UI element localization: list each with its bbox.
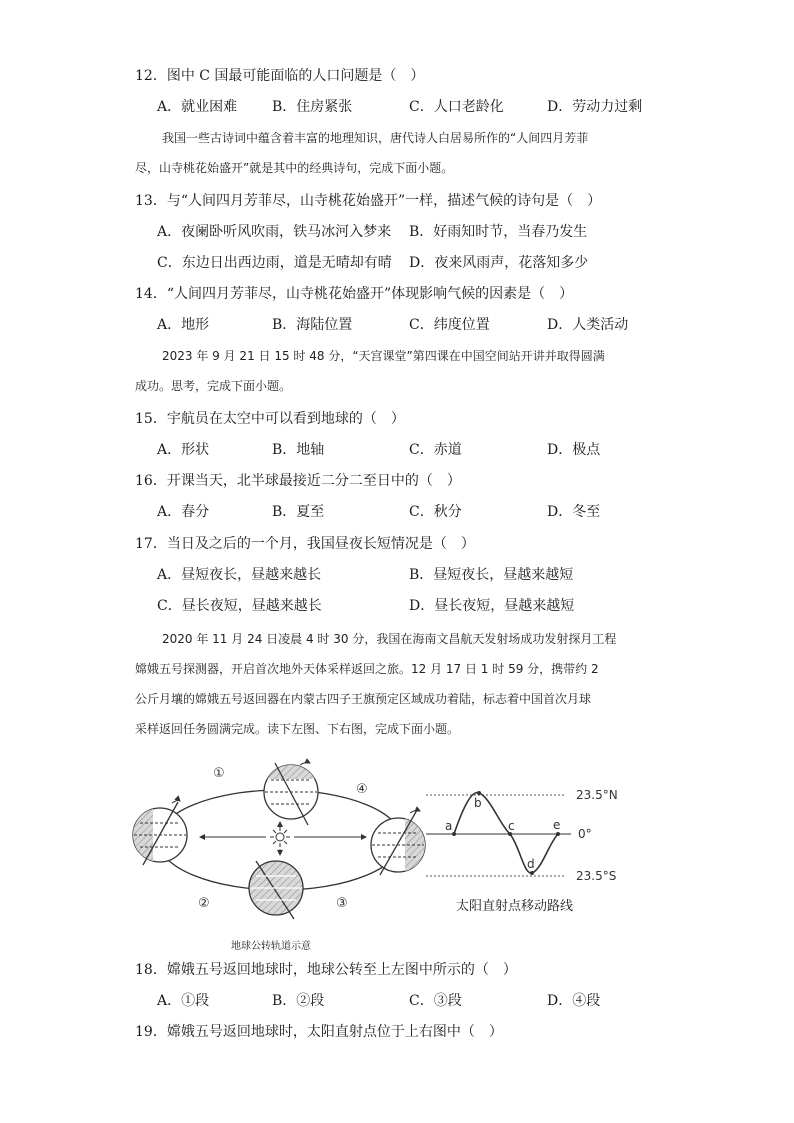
segment-label-4: ④: [356, 782, 368, 797]
q12-option-b[interactable]: B．住房紧张: [272, 99, 353, 115]
q18-option-a[interactable]: A．①段: [157, 993, 210, 1009]
q12-option-c[interactable]: C．人口老龄化: [409, 99, 504, 115]
point-d: [530, 871, 534, 875]
q13-option-c[interactable]: C．东边日出西边雨，道是无晴却有晴: [157, 255, 392, 271]
sun-path-curve: [454, 793, 561, 873]
passage-poem: [135, 123, 670, 183]
passage-change5-line-2: 嫦娥五号探测器，开启首次地外天体采样返回之旅。12 月 17 日 1 时 59 分，携带约 2: [135, 662, 599, 676]
point-e: [556, 832, 560, 836]
q13-option-d[interactable]: D．夜来风雨声，花落知多少: [409, 255, 589, 271]
lat-label-equator: 0°: [578, 827, 592, 841]
figure-svg: [128, 755, 648, 955]
sun-icon: [270, 827, 290, 847]
point-b: [477, 791, 481, 795]
passage-poem-line-1: 我国一些古诗词中蕴含着丰富的地理知识，唐代诗人白居易所作的“人间四月芳菲: [162, 131, 589, 145]
passage-tiangong: [135, 341, 670, 401]
sun-path-chart: [426, 788, 618, 883]
question-13-stem: 13．与“人间四月芳菲尽，山寺桃花始盛开”一样，描述气候的诗句是（ ）: [135, 193, 602, 209]
q17-option-a[interactable]: A．昼短夜长，昼越来越长: [157, 567, 322, 583]
q14-option-b[interactable]: B．海陆位置: [272, 317, 353, 333]
right-figure-caption: 太阳直射点移动路线: [456, 899, 574, 914]
passage-tiangong-line-1: 2023 年 9 月 21 日 15 时 48 分，“天宫课堂”第四课在中国空间站开讲并取得圆满: [162, 349, 605, 363]
figure-earth-revolution: [128, 755, 648, 955]
q13-option-b[interactable]: B．好雨知时节，当春乃发生: [409, 224, 588, 240]
left-figure-caption: 地球公转轨道示意: [231, 941, 311, 952]
q12-option-a[interactable]: A．就业困难: [157, 99, 238, 115]
q17-option-c[interactable]: C．昼长夜短，昼越来越长: [157, 598, 322, 614]
q18-option-b[interactable]: B．②段: [272, 993, 325, 1009]
q12-option-d[interactable]: D．劳动力过剩: [547, 99, 643, 115]
point-label-d: d: [527, 857, 535, 871]
question-19-stem: 19．嫦娥五号返回地球时，太阳直射点位于上右图中（ ）: [135, 1024, 503, 1040]
passage-change5-line-4: 采样返回任务圆满完成。读下左图、下右图，完成下面小题。: [135, 722, 460, 736]
earth-right: [371, 810, 427, 875]
q16-option-c[interactable]: C．秋分: [409, 504, 462, 520]
question-16-stem: 16．开课当天，北半球最接近二分二至日中的（ ）: [135, 473, 461, 489]
q15-option-b[interactable]: B．地轴: [272, 442, 325, 458]
passage-change5: [135, 624, 670, 744]
passage-change5-line-1: 2020 年 11 月 24 日凌晨 4 时 30 分，我国在海南文昌航天发射场成功发射探月工程: [162, 632, 617, 646]
passage-poem-line-2: 尽，山寺桃花始盛开”就是其中的经典诗句，完成下面小题。: [135, 161, 454, 175]
earth-left: [133, 800, 187, 865]
q14-option-d[interactable]: D．人类活动: [547, 317, 629, 333]
q18-option-d[interactable]: D．④段: [547, 993, 601, 1009]
point-label-e: e: [553, 818, 561, 832]
question-14-stem: 14．“人间四月芳菲尽，山寺桃花始盛开”体现影响气候的因素是（ ）: [135, 286, 574, 302]
segment-label-3: ③: [336, 896, 348, 911]
q16-option-d[interactable]: D．冬至: [547, 504, 601, 520]
question-15-stem: 15．宇航员在太空中可以看到地球的（ ）: [135, 411, 405, 427]
question-18-stem: 18．嫦娥五号返回地球时，地球公转至上左图中所示的（ ）: [135, 962, 517, 978]
point-a: [452, 832, 456, 836]
q13-option-a[interactable]: A．夜阑卧听风吹雨，铁马冰河入梦来: [157, 224, 392, 240]
q16-option-b[interactable]: B．夏至: [272, 504, 325, 520]
segment-label-1: ①: [213, 766, 225, 781]
q15-option-a[interactable]: A．形状: [157, 442, 210, 458]
earth-bottom: [249, 861, 303, 919]
q14-option-c[interactable]: C．纬度位置: [409, 317, 490, 333]
q16-option-a[interactable]: A．春分: [157, 504, 210, 520]
lat-label-north: 23.5°N: [576, 788, 618, 802]
q17-option-d[interactable]: D．昼长夜短，昼越来越短: [409, 598, 575, 614]
passage-tiangong-line-2: 成功。思考，完成下面小题。: [135, 379, 292, 393]
passage-change5-line-3: 公斤月壤的嫦娥五号返回器在内蒙古四子王旗预定区域成功着陆，标志着中国首次月球: [135, 692, 592, 706]
q15-option-c[interactable]: C．赤道: [409, 442, 462, 458]
q17-option-b[interactable]: B．昼短夜长，昼越来越短: [409, 567, 574, 583]
point-label-b: b: [474, 796, 482, 810]
q14-option-a[interactable]: A．地形: [157, 317, 210, 333]
earth-top: [264, 762, 318, 825]
point-label-a: a: [445, 819, 453, 833]
segment-label-2: ②: [198, 896, 210, 911]
q15-option-d[interactable]: D．极点: [547, 442, 601, 458]
lat-label-south: 23.5°S: [576, 869, 617, 883]
question-12-stem: 12．图中 C 国最可能面临的人口问题是（ ）: [135, 68, 425, 84]
point-label-c: c: [508, 819, 515, 833]
question-17-stem: 17．当日及之后的一个月，我国昼夜长短情况是（ ）: [135, 536, 475, 552]
q18-option-c[interactable]: C．③段: [409, 993, 462, 1009]
